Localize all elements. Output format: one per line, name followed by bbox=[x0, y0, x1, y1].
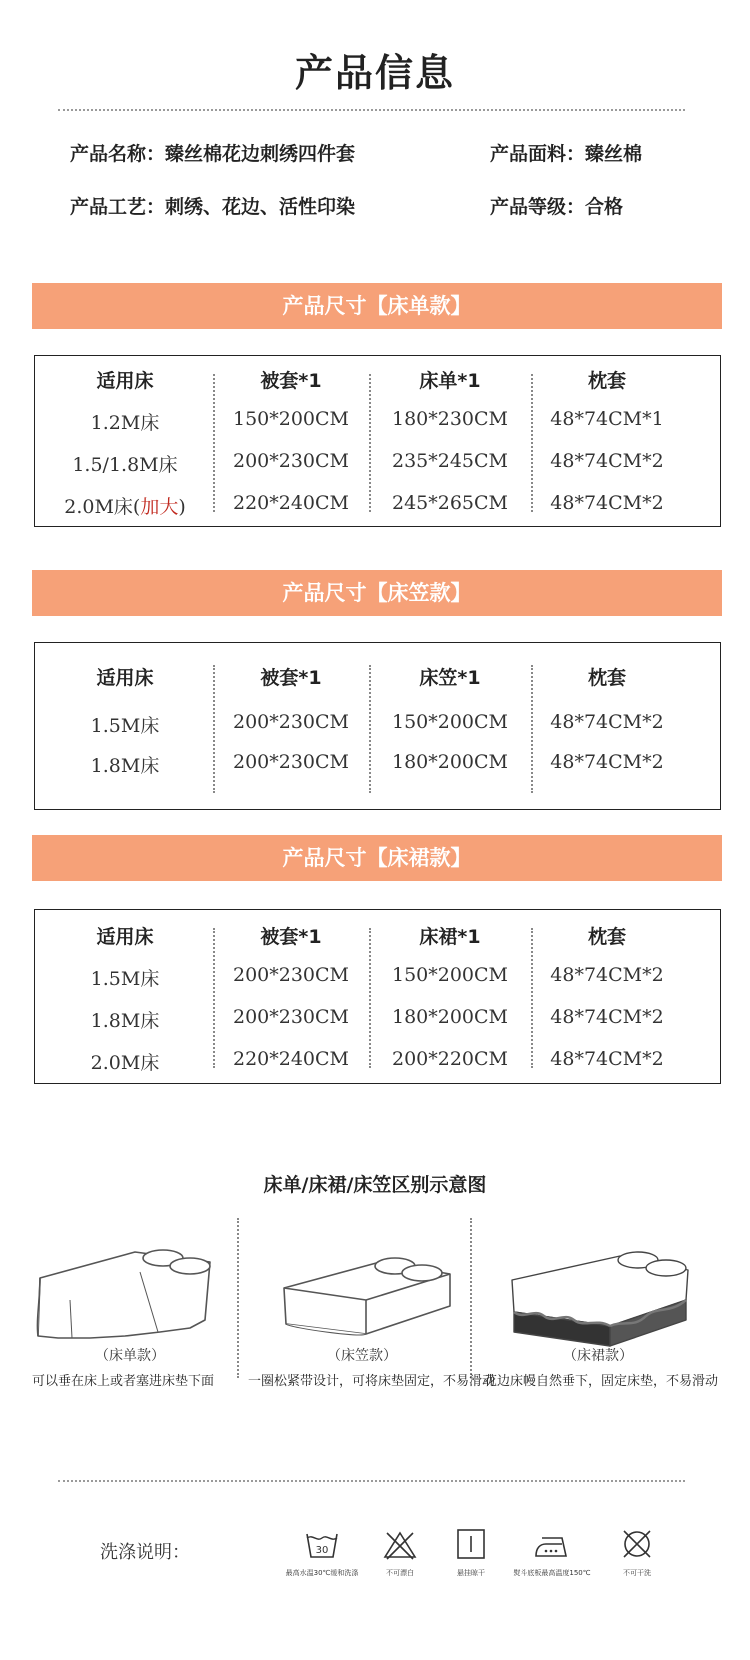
header-pillowcase: 枕套 bbox=[587, 667, 626, 689]
iron-caption: 熨斗底板最高温度150℃ bbox=[513, 1569, 591, 1577]
table-cell: 200*230CM bbox=[232, 450, 350, 472]
header-duvet: 被套*1 bbox=[260, 926, 322, 948]
oversize-highlight: 加大 bbox=[140, 496, 179, 518]
bed-size-text: 2.0M床( bbox=[64, 496, 141, 518]
table-cell: 200*220CM bbox=[391, 1048, 509, 1070]
table-cell: 1.8M床 bbox=[90, 755, 160, 777]
table-cell: 150*200CM bbox=[232, 408, 350, 430]
wash-30-icon bbox=[305, 1530, 339, 1560]
table-cell: 2.0M床 bbox=[90, 1052, 160, 1074]
table-cell bbox=[35, 492, 215, 519]
header-duvet: 被套*1 bbox=[260, 667, 322, 689]
table-cell: 180*200CM bbox=[391, 751, 509, 773]
column-divider bbox=[213, 928, 215, 1068]
header-duvet: 被套*1 bbox=[260, 370, 322, 392]
header-fitted-sheet: 床笠*1 bbox=[419, 667, 481, 689]
table-cell: 180*230CM bbox=[391, 408, 509, 430]
fitted-sheet-illustration bbox=[270, 1240, 470, 1350]
product-grade: 产品等级：合格 bbox=[490, 196, 624, 218]
no-bleach-caption: 不可漂白 bbox=[386, 1569, 414, 1577]
top-divider bbox=[58, 109, 685, 111]
table-cell: 245*265CM bbox=[391, 492, 509, 514]
no-dry-clean-caption: 不可干洗 bbox=[623, 1569, 651, 1577]
header-bed: 适用床 bbox=[96, 926, 154, 948]
diagram-divider bbox=[470, 1218, 472, 1378]
table-cell: 150*200CM bbox=[391, 964, 509, 986]
no-bleach-icon bbox=[383, 1530, 417, 1560]
table-cell: 1.5M床 bbox=[90, 968, 160, 990]
table-cell: 48*74CM*2 bbox=[550, 492, 664, 514]
table-cell: 180*200CM bbox=[391, 1006, 509, 1028]
table-cell: 220*240CM bbox=[232, 492, 350, 514]
size-table-sheet bbox=[34, 355, 721, 527]
diagram-divider bbox=[237, 1218, 239, 1378]
hang-dry-caption: 悬挂晾干 bbox=[457, 1569, 485, 1577]
table-cell: 200*230CM bbox=[232, 1006, 350, 1028]
product-name: 产品名称：臻丝棉花边刺绣四件套 bbox=[70, 143, 356, 165]
header-bed: 适用床 bbox=[96, 370, 154, 392]
product-fabric: 产品面料：臻丝棉 bbox=[490, 143, 643, 165]
table-cell: 1.5/1.8M床 bbox=[72, 454, 178, 476]
table-cell: 48*74CM*2 bbox=[550, 751, 664, 773]
table-cell: 48*74CM*2 bbox=[550, 1006, 664, 1028]
table-cell: 48*74CM*2 bbox=[550, 964, 664, 986]
header-bed-skirt: 床裙*1 bbox=[419, 926, 481, 948]
table-cell: 220*240CM bbox=[232, 1048, 350, 1070]
flat-sheet-illustration bbox=[30, 1240, 230, 1350]
flat-sheet-desc: 可以垂在床上或者塞进床垫下面 bbox=[31, 1374, 214, 1389]
size-banner-skirt: 产品尺寸【床裙款】 bbox=[32, 835, 722, 881]
table-cell: 1.2M床 bbox=[90, 412, 160, 434]
page-title: 产品信息 bbox=[294, 51, 455, 95]
size-banner-fitted: 产品尺寸【床笠款】 bbox=[32, 570, 722, 616]
header-bed: 适用床 bbox=[96, 667, 154, 689]
header-pillowcase: 枕套 bbox=[587, 370, 626, 392]
hang-dry-icon bbox=[456, 1528, 486, 1560]
bed-skirt-illustration bbox=[500, 1240, 710, 1350]
column-divider bbox=[531, 928, 533, 1068]
fitted-sheet-desc: 一圈松紧带设计，可将床垫固定，不易滑动 bbox=[248, 1374, 496, 1389]
header-sheet: 床单*1 bbox=[419, 370, 481, 392]
table-cell: 200*230CM bbox=[232, 964, 350, 986]
bottom-divider bbox=[58, 1480, 685, 1482]
bed-skirt-caption: （床裙款） bbox=[563, 1348, 633, 1364]
bed-skirt-desc: 花边床幔自然垂下，固定床垫，不易滑动 bbox=[484, 1374, 719, 1389]
header-pillowcase: 枕套 bbox=[587, 926, 626, 948]
table-cell: 200*230CM bbox=[232, 751, 350, 773]
iron-icon bbox=[532, 1530, 572, 1560]
column-divider bbox=[369, 928, 371, 1068]
table-cell: 48*74CM*2 bbox=[550, 711, 664, 733]
no-dry-clean-icon bbox=[621, 1528, 653, 1560]
wash-temp-number: 30 bbox=[315, 1545, 329, 1556]
table-cell: 48*74CM*1 bbox=[550, 408, 664, 430]
table-cell: 48*74CM*2 bbox=[550, 450, 664, 472]
table-cell: 48*74CM*2 bbox=[550, 1048, 664, 1070]
table-cell: 1.5M床 bbox=[90, 715, 160, 737]
size-table-skirt bbox=[34, 909, 721, 1084]
flat-sheet-caption: （床单款） bbox=[95, 1348, 165, 1364]
product-craft: 产品工艺：刺绣、花边、活性印染 bbox=[70, 196, 356, 218]
diagram-title: 床单/床裙/床笠区别示意图 bbox=[263, 1174, 487, 1196]
table-cell: 235*245CM bbox=[391, 450, 509, 472]
table-cell: 1.8M床 bbox=[90, 1010, 160, 1032]
wash-30-caption: 最高水温30℃缓和洗涤 bbox=[285, 1569, 359, 1577]
table-cell: 200*230CM bbox=[232, 711, 350, 733]
fitted-sheet-caption: （床笠款） bbox=[327, 1348, 397, 1364]
wash-label: 洗涤说明： bbox=[100, 1542, 190, 1563]
size-banner-sheet: 产品尺寸【床单款】 bbox=[32, 283, 722, 329]
table-cell: 150*200CM bbox=[391, 711, 509, 733]
close-paren: ) bbox=[178, 496, 186, 518]
size-table-fitted bbox=[34, 642, 721, 810]
